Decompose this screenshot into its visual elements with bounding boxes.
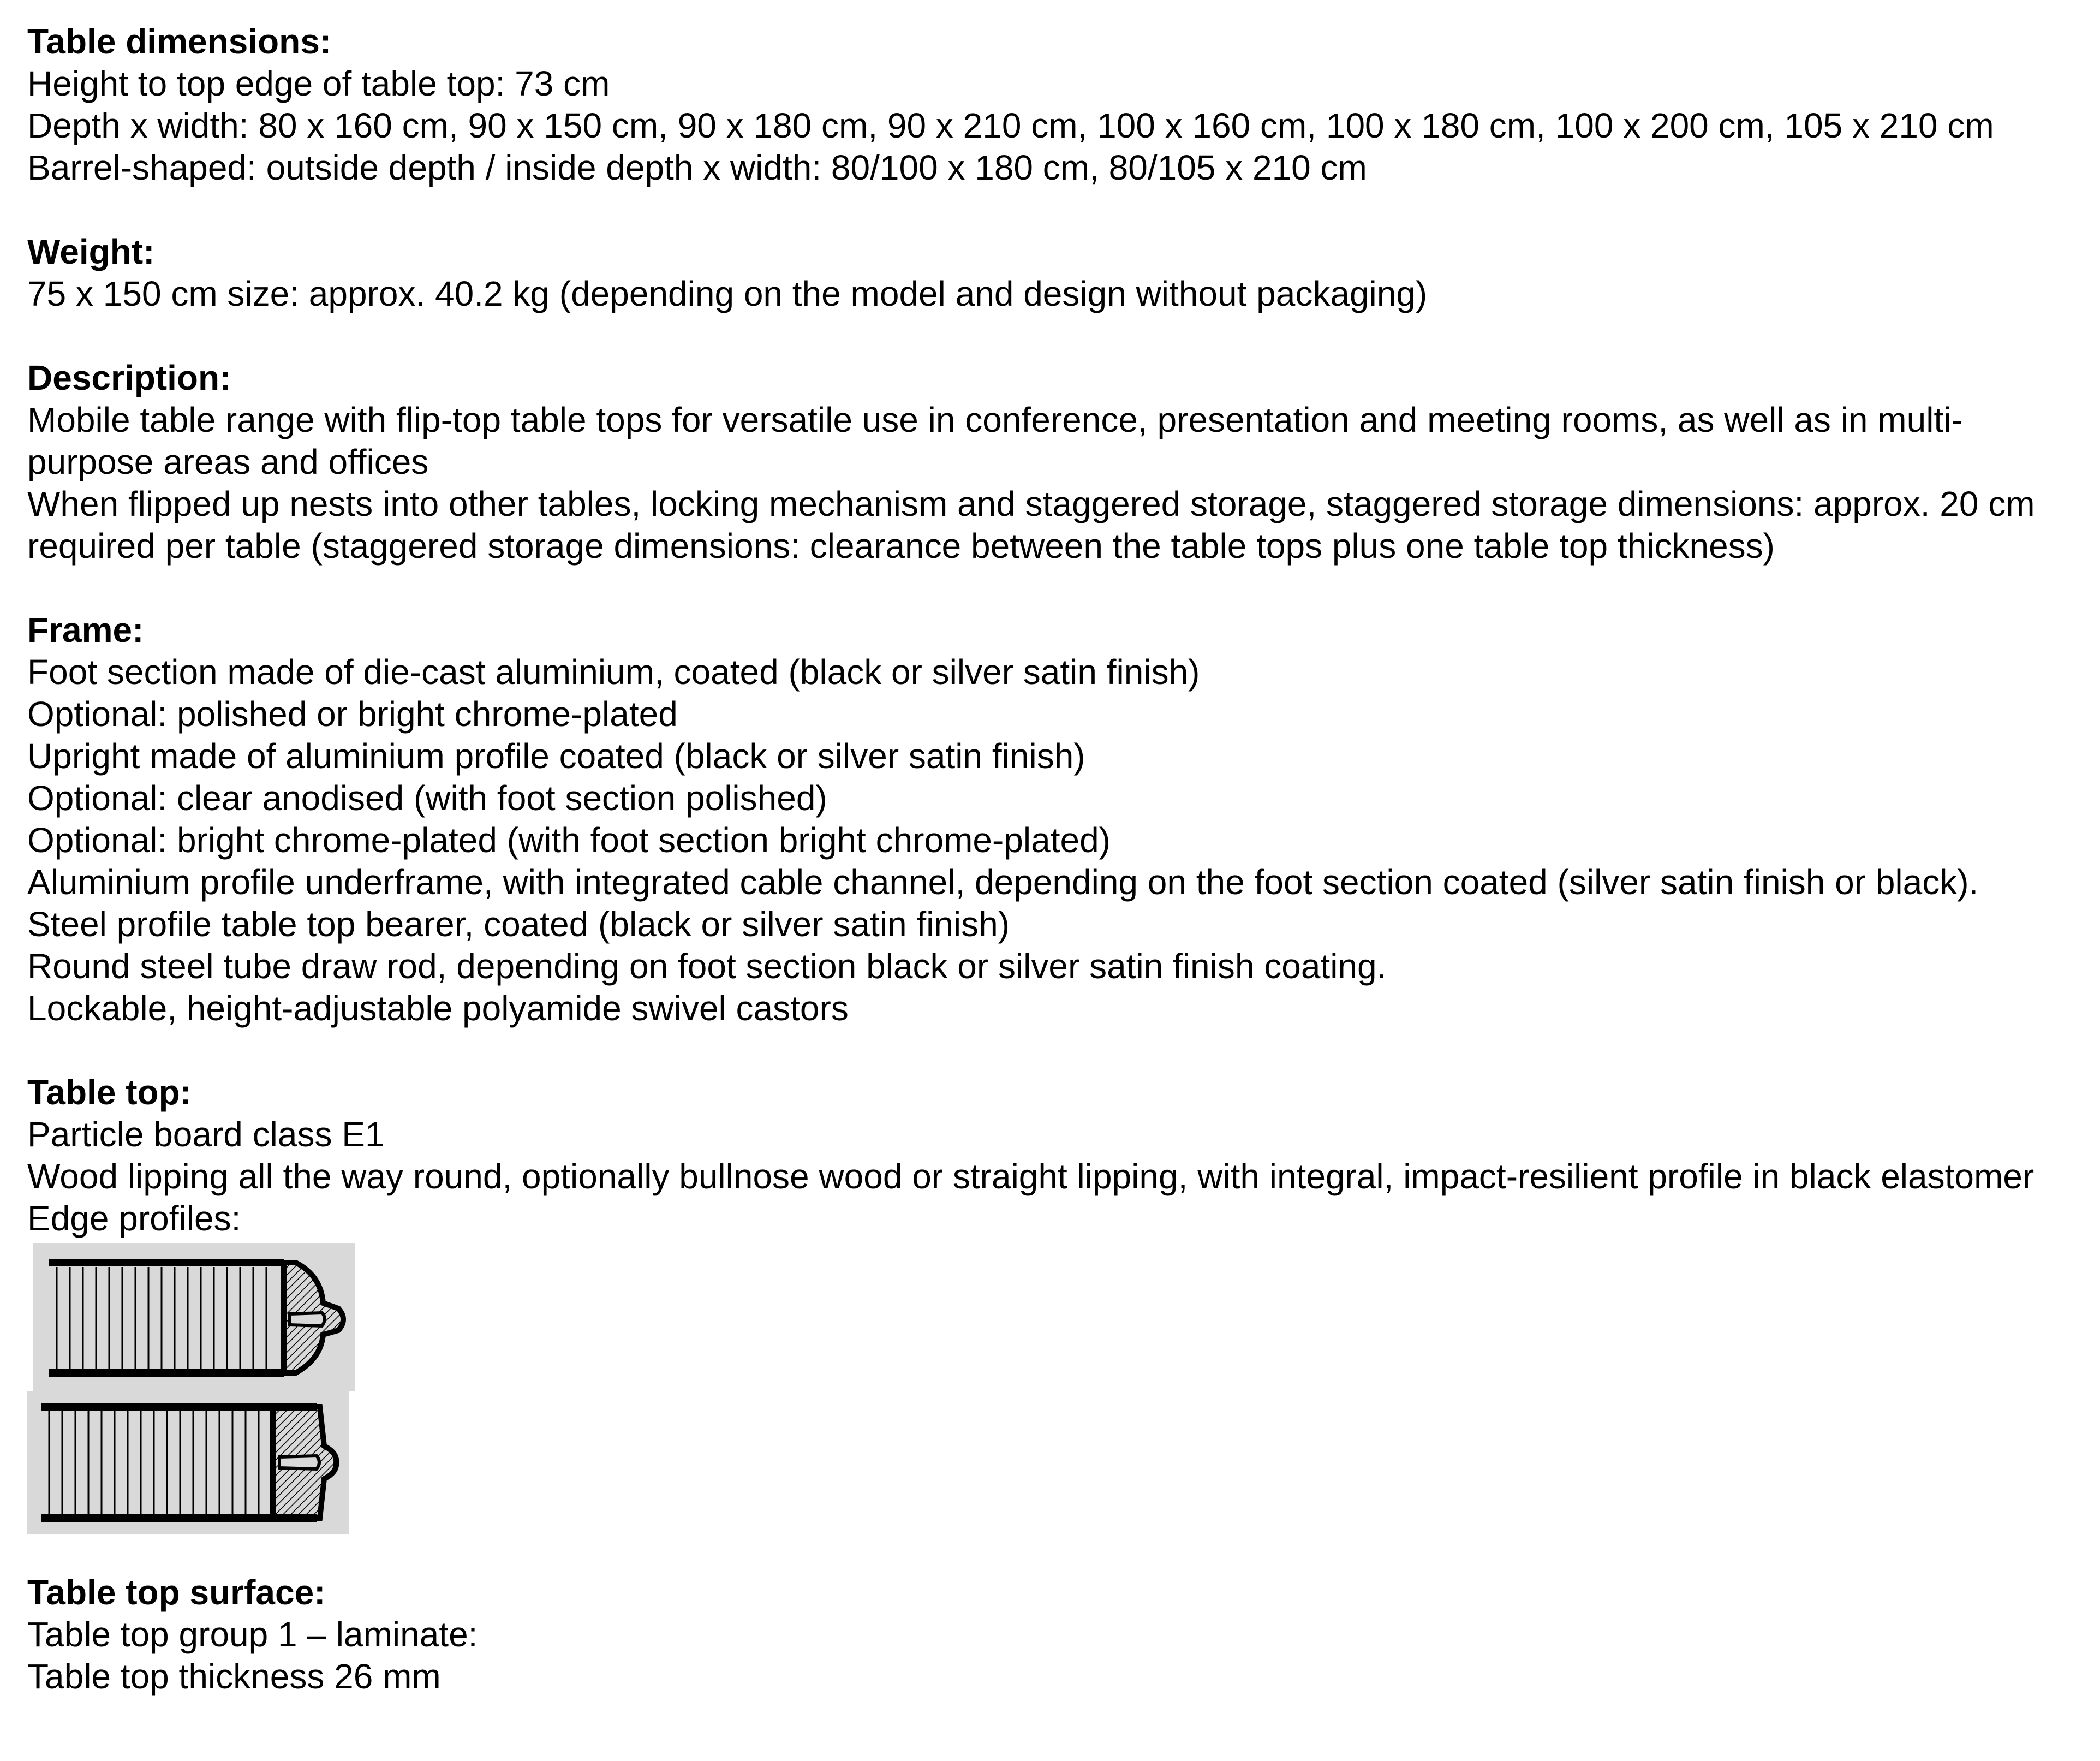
section-heading: Table top surface: [27,1573,326,1612]
text-line: Round steel tube draw rod, depending on foot section black or silver satin finish coating. [27,947,1387,986]
text-line: Optional: clear anodised (with foot section polished) [27,778,827,818]
section-weight [27,231,2090,315]
text-line: Particle board class E1 [27,1115,385,1154]
section-heading: Table dimensions: [27,22,332,61]
bullnose-edge-profile-image [33,1243,355,1391]
section-description [27,357,2090,567]
text-line: Optional: polished or bright chrome-plated [27,694,678,734]
straight-edge-profile-image [27,1391,349,1534]
text-line: Lockable, height-adjustable polyamide swivel castors [27,989,849,1028]
text-line: Upright made of aluminium profile coated (black or silver satin finish) [27,736,1085,776]
text-line: 75 x 150 cm size: approx. 40.2 kg (depending on the model and design without packaging) [27,274,1428,313]
edge-profiles-figure [27,1243,366,1538]
section-heading: Description: [27,358,231,397]
section-table-top [27,1072,2090,1538]
text-line: Height to top edge of table top: 73 cm [27,64,610,103]
section-table-dimensions [27,21,2090,189]
text-line: When flipped up nests into other tables, locking mechanism and staggered storage, staggered storage dimensions: approx. 20 cm required per table (staggered storage dimensions: clearance between the table tops plus one table top thickness) [27,484,2035,566]
text-line: Optional: bright chrome-plated (with foot section bright chrome-plated) [27,820,1111,860]
text-line: Table top group 1 – laminate: [27,1615,478,1654]
section-table-top-surface [27,1572,2090,1698]
text-line: Table top thickness 26 mm [27,1657,441,1696]
section-heading: Frame: [27,610,144,650]
text-line: Mobile table range with flip-top table tops for versatile use in conference, presentation and meeting rooms, as well as in multi-purpose areas and offices [27,400,1963,481]
text-line: Aluminium profile underframe, with integrated cable channel, depending on the foot section coated (silver satin finish or black). [27,862,1979,902]
section-heading: Table top: [27,1073,192,1112]
text-line: Edge profiles: [27,1199,241,1238]
section-frame [27,609,2090,1030]
section-heading: Weight: [27,232,155,271]
text-line: Steel profile table top bearer, coated (black or silver satin finish) [27,905,1010,944]
text-line: Barrel-shaped: outside depth / inside depth x width: 80/100 x 180 cm, 80/105 x 210 cm [27,148,1367,187]
text-line: Foot section made of die-cast aluminium, coated (black or silver satin finish) [27,652,1200,692]
document [27,21,2090,1740]
text-line: Wood lipping all the way round, optionally bullnose wood or straight lipping, with integral, impact-resilient profile in black elastomer [27,1157,2035,1196]
text-line: Depth x width: 80 x 160 cm, 90 x 150 cm, 90 x 180 cm, 90 x 210 cm, 100 x 160 cm, 100 x 180 cm, 100 x 200 cm, 105 x 210 cm [27,106,1994,145]
